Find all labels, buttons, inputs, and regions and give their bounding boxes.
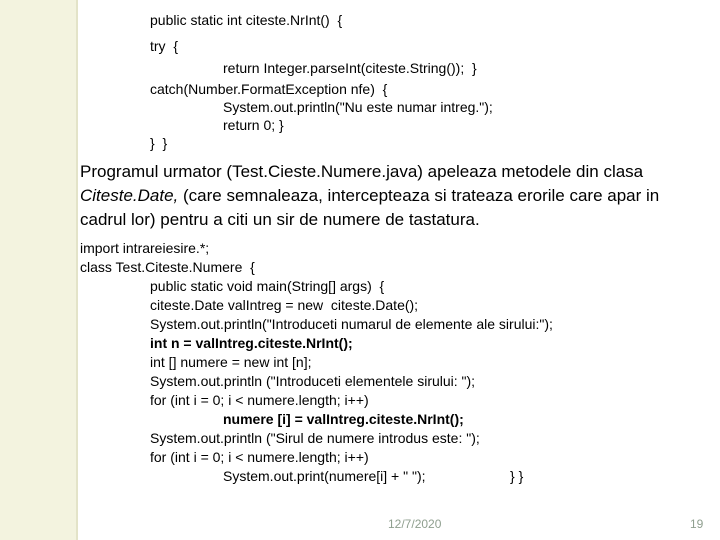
code-line: class Test.Citeste.Numere { [80,259,255,275]
code-line: try { [150,38,179,54]
footer-date: 12/7/2020 [388,517,442,531]
code-line: System.out.println("Introduceti numarul de elemente ale sirului:"); [150,316,553,332]
class-name-italic: Citeste.Date, [80,186,179,205]
code-line: public static void main(String[] args) { [150,278,385,294]
code-line: } } [150,135,168,151]
description-paragraph [80,160,710,232]
page-number: 19 [690,517,704,531]
code-line: for (int i = 0; i < numere.length; i++) [150,449,369,465]
code-line: System.out.println("Nu este numar intreg."); [223,99,493,115]
code-line: return Integer.parseInt(citeste.String()); } [223,60,477,76]
code-line: System.out.print(numere[i] + " "); [223,468,426,484]
code-line: } } [510,468,524,484]
code-line: citeste.Date valIntreg = new citeste.Date(); [150,297,419,313]
code-keyword: catch [150,81,184,97]
code-line: return 0; } [223,117,284,133]
code-line: for (int i = 0; i < numere.length; i++) [150,392,369,408]
code-line [150,81,387,97]
code-line-bold: int n = valIntreg.citeste.NrInt(); [150,335,353,351]
code-line: int [] numere = new int [n]; [150,354,312,370]
code-line: System.out.println ("Sirul de numere introdus este: "); [150,430,480,446]
code-line: public static int citeste.NrInt() { [150,12,343,28]
code-line-bold: numere [i] = valIntreg.citeste.NrInt(); [223,411,464,427]
code-line: System.out.println ("Introduceti elementele sirului: "); [150,373,476,389]
code-text: (Number.FormatException nfe) { [183,81,388,97]
code-line: import intrareiesire.*; [80,240,210,256]
side-stripe [0,0,78,540]
paragraph-text: (care semnaleaza, intercepteaza si trateaza erorile care apar in cadrul lor) pentru a citi un sir de numere de tastatura. [80,186,660,229]
paragraph-text: Programul urmator (Test.Cieste.Numere.java) apeleaza metodele din clasa [80,162,644,181]
